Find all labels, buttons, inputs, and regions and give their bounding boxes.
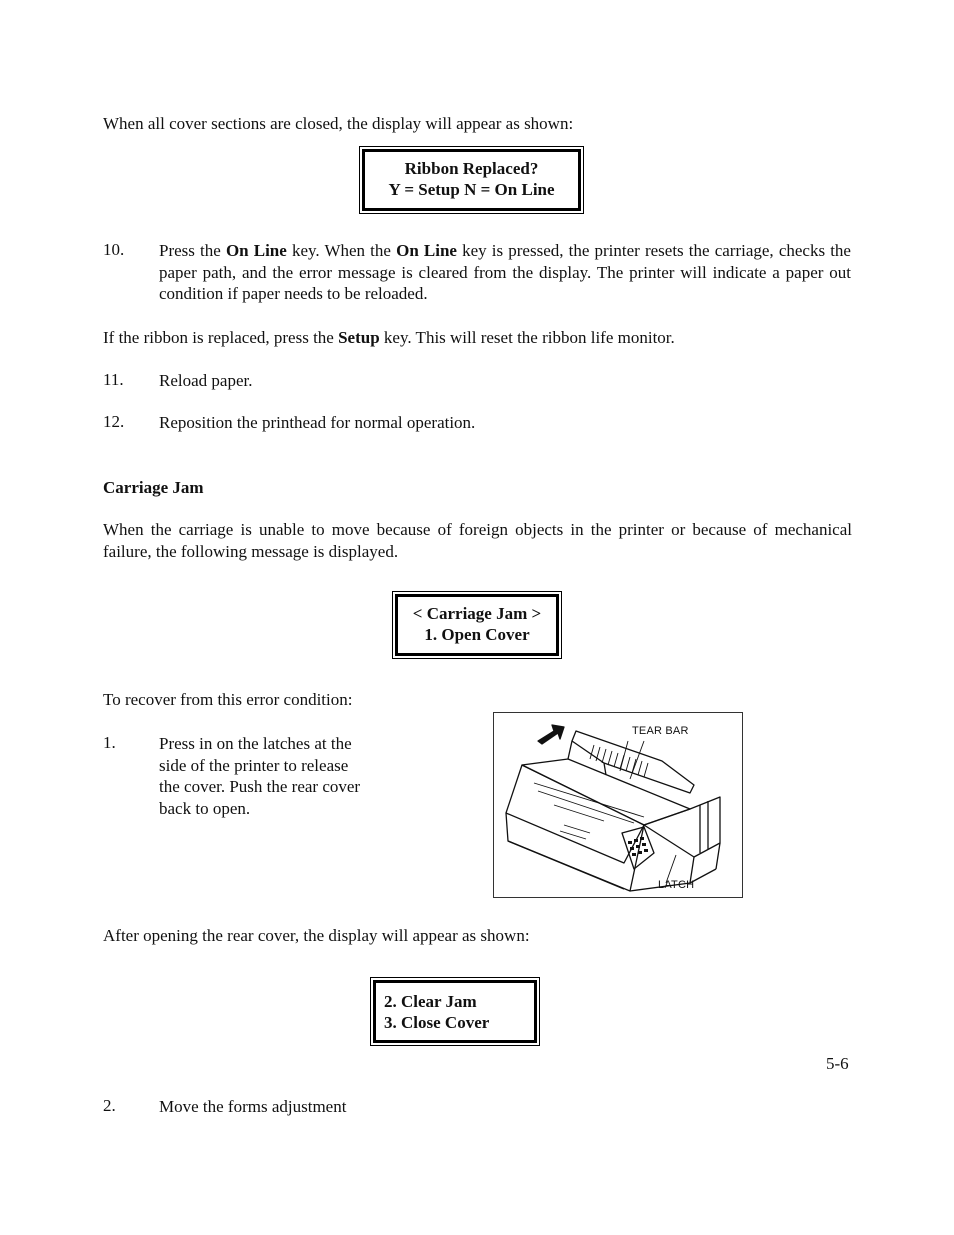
step-10-number: 10. xyxy=(103,240,125,259)
step-11-number: 11. xyxy=(103,370,124,389)
printer-illustration xyxy=(493,712,743,898)
printer-drawing xyxy=(494,713,742,897)
display-line-2: 1. Open Cover xyxy=(424,625,530,644)
display-line-2: 3. Close Cover xyxy=(384,1013,490,1032)
latch-label: LATCH xyxy=(658,879,695,891)
step-10-text-part: key. When the xyxy=(286,241,397,260)
step-10-text-part: Press the xyxy=(159,241,226,260)
step-1-number: 1. xyxy=(103,733,116,752)
setup-key: Setup xyxy=(338,328,380,347)
display-line-2: Y = Setup N = On Line xyxy=(388,180,555,199)
step-2-text: Move the forms adjustment xyxy=(159,1097,347,1116)
display-line-1: < Carriage Jam > xyxy=(412,604,542,623)
step-2-number: 2. xyxy=(103,1096,116,1115)
display-ribbon-replaced xyxy=(359,146,584,214)
jam-intro-text: When the carriage is unable to move because of foreign objects in the printer or because of mechanical failure, the following message is displayed. xyxy=(103,520,852,561)
ribbon-note-part: key. This will reset the ribbon life monitor. xyxy=(379,328,675,347)
display-clear-jam xyxy=(370,977,540,1046)
on-line-key: On Line xyxy=(396,241,457,260)
page-number: 5-6 xyxy=(826,1054,849,1073)
ribbon-note-part: If the ribbon is replaced, press the xyxy=(103,328,339,347)
display-line-1: Ribbon Replaced? xyxy=(404,159,539,178)
after-open-text: After opening the rear cover, the display will appear as shown: xyxy=(103,926,530,945)
section-heading: Carriage Jam xyxy=(103,478,204,497)
display-line-1: 2. Clear Jam xyxy=(384,992,477,1011)
step-10-text xyxy=(159,240,851,305)
recover-intro-text: To recover from this error condition: xyxy=(103,690,353,709)
step-12-text: Reposition the printhead for normal operation. xyxy=(159,413,476,432)
step-1-text: Press in on the latches at the side of the printer to release the cover. Push the rear cover back to open. xyxy=(159,734,361,818)
display-carriage-jam xyxy=(392,591,562,659)
on-line-key: On Line xyxy=(225,241,287,260)
tear-bar-label: TEAR BAR xyxy=(632,725,689,737)
step-11-text: Reload paper. xyxy=(159,371,253,390)
step-10-text-part: key is pressed, the printer resets the carriage, checks the paper path, and the error message is cleared from the display. The printer will indicate a paper out condition if paper needs to be reloaded. xyxy=(159,241,851,303)
intro-text: When all cover sections are closed, the display will appear as shown: xyxy=(103,114,574,133)
ribbon-note xyxy=(103,327,675,349)
step-12-number: 12. xyxy=(103,412,125,431)
